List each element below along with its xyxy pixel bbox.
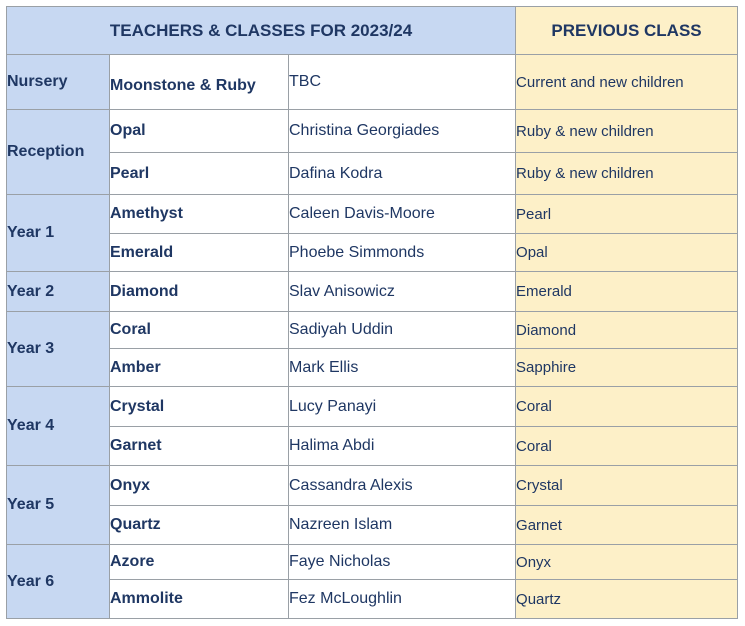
teacher-cell: Phoebe Simmonds <box>289 234 516 272</box>
table-row <box>7 427 738 466</box>
previous-class-cell: Coral <box>516 387 738 427</box>
teacher-cell: Caleen Davis-Moore <box>289 195 516 234</box>
class-cell: Garnet <box>110 427 289 466</box>
year-cell: Nursery <box>7 55 110 110</box>
teacher-cell: Slav Anisowicz <box>289 272 516 312</box>
table-row <box>7 272 738 312</box>
teacher-cell: Christina Georgiades <box>289 110 516 153</box>
class-cell: Diamond <box>110 272 289 312</box>
previous-class-cell: Current and new children <box>516 55 738 110</box>
teacher-cell: Mark Ellis <box>289 349 516 387</box>
class-cell: Azore <box>110 545 289 580</box>
previous-class-header: PREVIOUS CLASS <box>516 7 738 55</box>
year-cell: Year 1 <box>7 195 110 272</box>
teacher-cell: Dafina Kodra <box>289 153 516 195</box>
class-cell: Amber <box>110 349 289 387</box>
table-row <box>7 55 738 110</box>
year-cell: Year 4 <box>7 387 110 466</box>
teacher-cell: Sadiyah Uddin <box>289 312 516 349</box>
previous-class-cell: Diamond <box>516 312 738 349</box>
previous-class-cell: Ruby & new children <box>516 110 738 153</box>
class-cell: Onyx <box>110 466 289 506</box>
teacher-cell: Fez McLoughlin <box>289 580 516 619</box>
previous-class-cell: Ruby & new children <box>516 153 738 195</box>
year-cell: Year 2 <box>7 272 110 312</box>
previous-class-cell: Crystal <box>516 466 738 506</box>
table-row <box>7 545 738 580</box>
teacher-cell: TBC <box>289 55 516 110</box>
class-cell: Emerald <box>110 234 289 272</box>
teacher-cell: Nazreen Islam <box>289 506 516 545</box>
table-row <box>7 506 738 545</box>
teacher-cell: Cassandra Alexis <box>289 466 516 506</box>
header-row <box>7 7 738 55</box>
previous-class-cell: Coral <box>516 427 738 466</box>
previous-class-cell: Opal <box>516 234 738 272</box>
previous-class-cell: Emerald <box>516 272 738 312</box>
previous-class-cell: Onyx <box>516 545 738 580</box>
table-row <box>7 580 738 619</box>
previous-class-cell: Quartz <box>516 580 738 619</box>
table-row <box>7 387 738 427</box>
class-cell: Pearl <box>110 153 289 195</box>
previous-class-cell: Sapphire <box>516 349 738 387</box>
table-row <box>7 153 738 195</box>
year-cell: Year 3 <box>7 312 110 387</box>
class-cell: Quartz <box>110 506 289 545</box>
class-cell: Crystal <box>110 387 289 427</box>
table-row <box>7 110 738 153</box>
class-cell: Ammolite <box>110 580 289 619</box>
table-row <box>7 195 738 234</box>
class-cell: Opal <box>110 110 289 153</box>
table-row <box>7 312 738 349</box>
class-cell: Coral <box>110 312 289 349</box>
previous-class-cell: Garnet <box>516 506 738 545</box>
class-cell: Amethyst <box>110 195 289 234</box>
year-cell: Year 5 <box>7 466 110 545</box>
table-row <box>7 349 738 387</box>
year-cell: Reception <box>7 110 110 195</box>
table-row <box>7 234 738 272</box>
table-row <box>7 466 738 506</box>
teacher-cell: Lucy Panayi <box>289 387 516 427</box>
year-cell: Year 6 <box>7 545 110 619</box>
class-cell: Moonstone & Ruby <box>110 55 289 110</box>
table-title: TEACHERS & CLASSES FOR 2023/24 <box>7 7 516 55</box>
teacher-cell: Halima Abdi <box>289 427 516 466</box>
previous-class-cell: Pearl <box>516 195 738 234</box>
teacher-cell: Faye Nicholas <box>289 545 516 580</box>
classes-table <box>6 6 738 619</box>
